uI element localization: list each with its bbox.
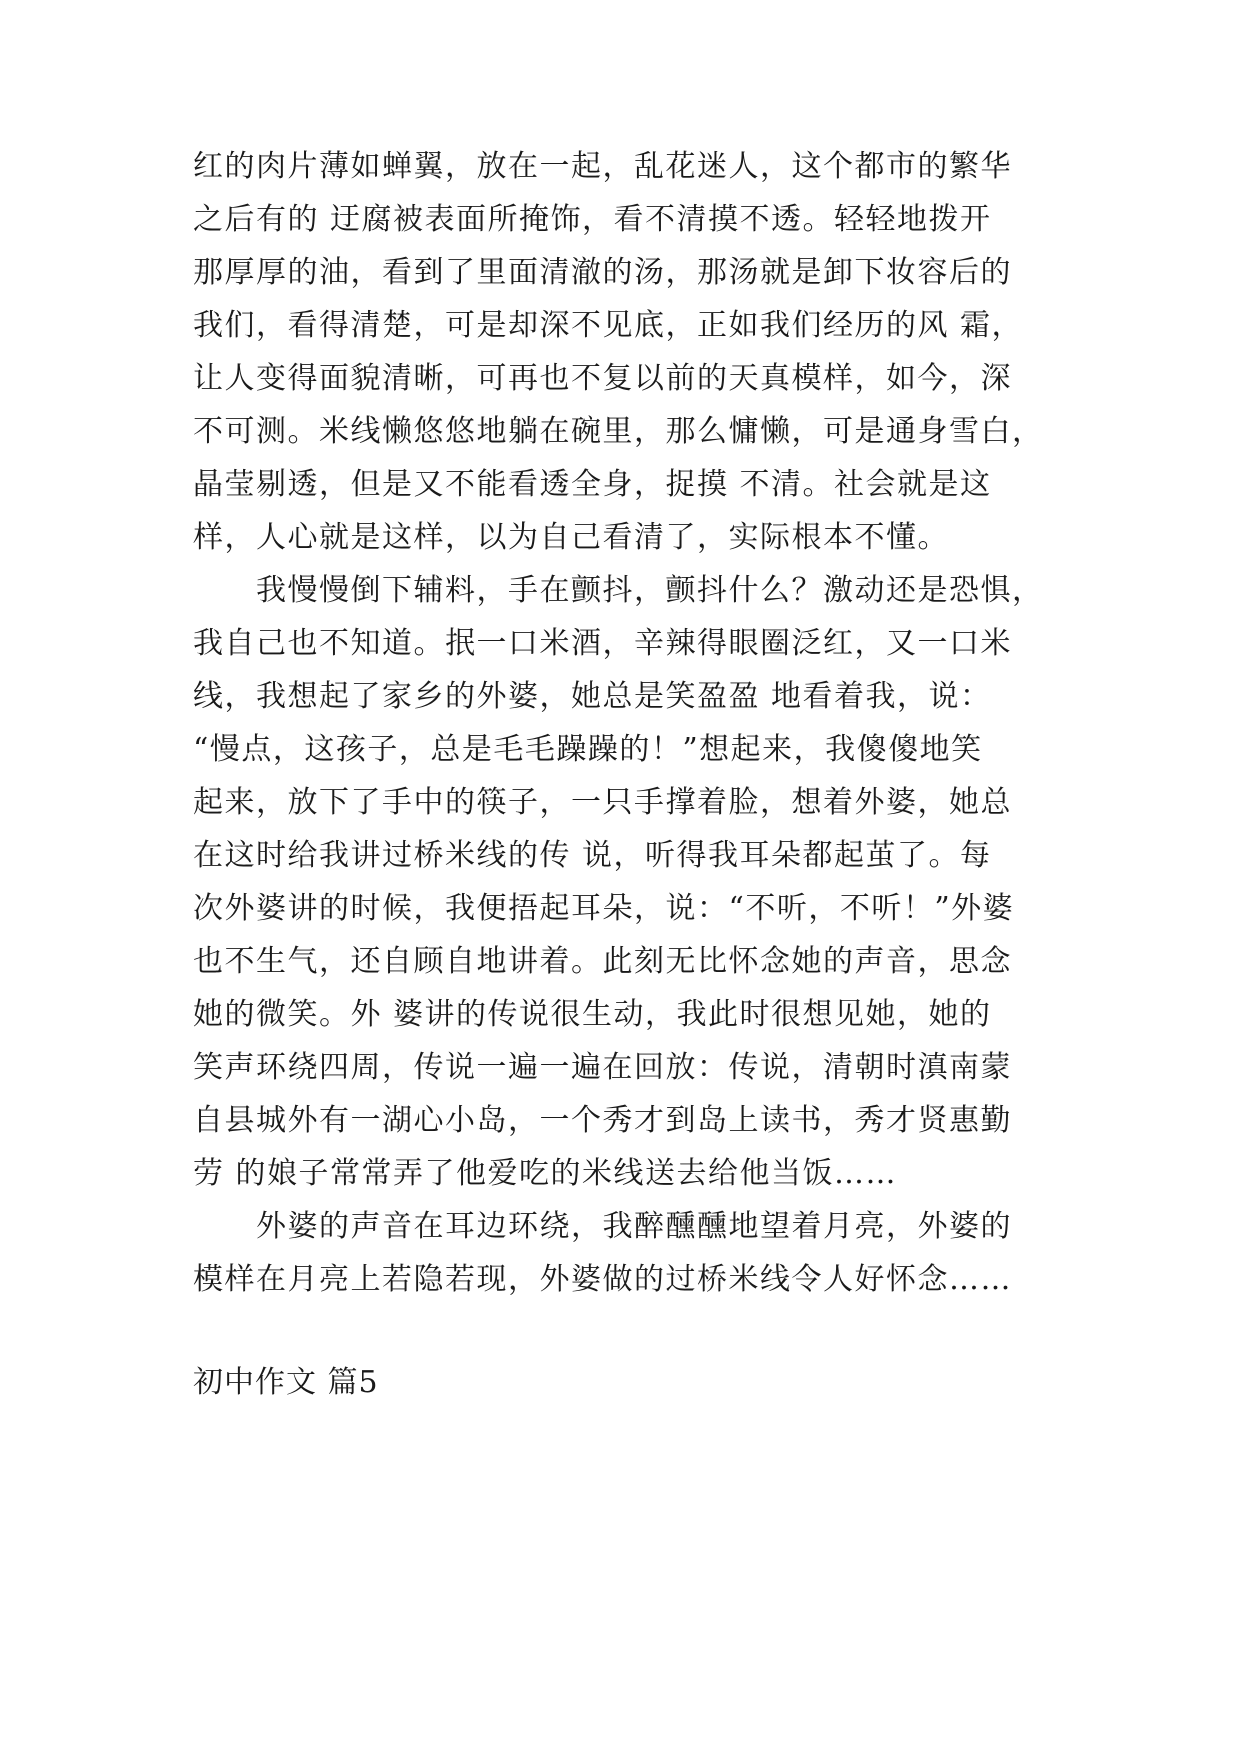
text-line: 那厚厚的油，看到了里面清澈的汤，那汤就是卸下妆容后的 xyxy=(193,255,1012,290)
text-line: 在这时给我讲过桥米线的传 说，听得我耳朵都起茧了。每 xyxy=(193,838,992,873)
text-line: 晶莹剔透，但是又不能看透全身，捉摸 不清。社会就是这 xyxy=(193,467,992,502)
section-heading: 初中作文 篇5 xyxy=(193,1365,379,1400)
text-line: 次外婆讲的时候，我便捂起耳朵，说：“不听，不听！”外婆 xyxy=(193,891,1015,926)
text-line: 红的肉片薄如蝉翼，放在一起，乱花迷人，这个都市的繁华 xyxy=(193,149,1012,184)
text-line: 我自己也不知道。抿一口米酒，辛辣得眼圈泛红，又一口米 xyxy=(193,626,1012,661)
text-line: 线，我想起了家乡的外婆，她总是笑盈盈 地看着我，说： xyxy=(193,679,992,714)
text-line: 外婆的声音在耳边环绕，我醉醺醺地望着月亮，外婆的 xyxy=(256,1209,1012,1244)
text-line: 起来，放下了手中的筷子，一只手撑着脸，想着外婆，她总 xyxy=(193,785,1012,820)
text-line: 笑声环绕四周，传说一遍一遍在回放：传说，清朝时滇南蒙 xyxy=(193,1050,1012,1085)
text-line: 我们，看得清楚，可是却深不见底，正如我们经历的风 霜， xyxy=(193,308,1024,343)
text-line: “慢点，这孩子，总是毛毛躁躁的！”想起来，我傻傻地笑 xyxy=(193,732,983,767)
text-line: 不可测。米线懒悠悠地躺在碗里，那么慵懒，可是通身雪白， xyxy=(193,414,1044,449)
text-line: 我慢慢倒下辅料，手在颤抖，颤抖什么？激动还是恐惧， xyxy=(256,573,1044,608)
text-line: 让人变得面貌清晰，可再也不复以前的天真模样，如今，深 xyxy=(193,361,1012,396)
text-line: 她的微笑。外 婆讲的传说很生动，我此时很想见她，她的 xyxy=(193,997,992,1032)
text-line: 自县城外有一湖心小岛，一个秀才到岛上读书，秀才贤惠勤 xyxy=(193,1103,1012,1138)
text-line: 也不生气，还自顾自地讲着。此刻无比怀念她的声音，思念 xyxy=(193,944,1012,979)
text-line: 模样在月亮上若隐若现，外婆做的过桥米线令人好怀念…… xyxy=(193,1262,1012,1297)
text-line: 之后有的 迂腐被表面所掩饰，看不清摸不透。轻轻地拨开 xyxy=(193,202,992,237)
text-line: 劳 的娘子常常弄了他爱吃的米线送去给他当饭…… xyxy=(193,1156,898,1191)
text-line: 样，人心就是这样，以为自己看清了，实际根本不懂。 xyxy=(193,520,949,555)
